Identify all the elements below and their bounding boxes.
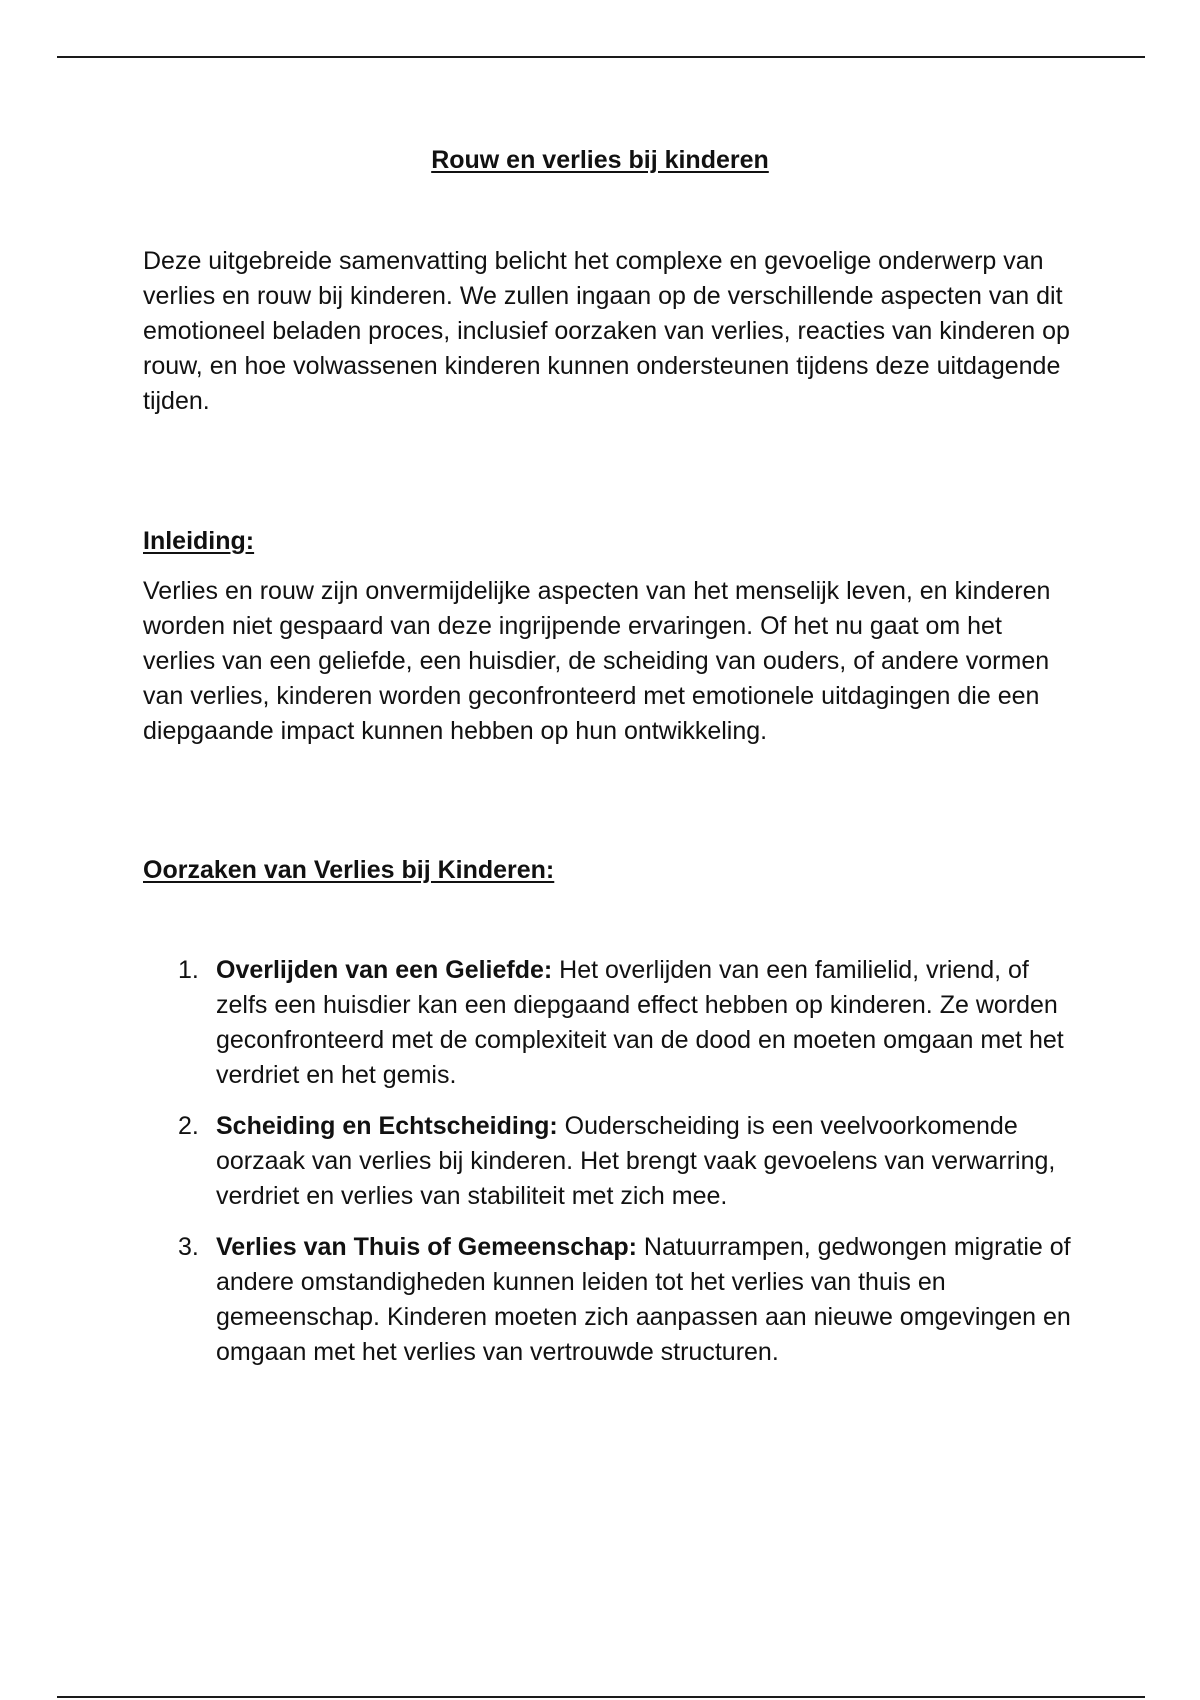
section-heading-inleiding: Inleiding: [143,527,255,555]
list-item [143,1230,1073,1370]
document-title-text: Rouw en verlies bij kinderen [431,146,769,174]
list-item-number: 2. [178,1112,199,1140]
top-divider [57,56,1145,58]
document-title [0,143,1200,178]
list-item-text: Het overlijden van een familielid, vriend, of zelfs een huisdier kan een diepgaand effect hebben op kinderen. Ze worden geconfronteerd met de complexiteit van de dood en moeten omgaan met het verdriet en het gemis. [216,956,1064,1089]
list-item-text: Natuurrampen, gedwongen migratie of andere omstandigheden kunnen leiden tot het verlies van thuis en gemeenschap. Kinderen moeten zich aanpassen aan nieuwe omgevingen en omgaan met het verlies van vertrouwde structuren. [216,1233,1071,1366]
list-item-term: Verlies van Thuis of Gemeenschap: [216,1233,637,1261]
list-item-text: Ouderscheiding is een veelvoorkomende oorzaak van verlies bij kinderen. Het brengt vaak gevoelens van verwarring, verdriet en verlies van stabiliteit met zich mee. [216,1112,1056,1210]
list-item-number: 1. [178,956,199,984]
list-item [143,953,1073,1093]
list-item [143,1109,1073,1214]
list-item-term: Scheiding en Echtscheiding: [216,1112,558,1140]
bottom-divider [57,1696,1145,1698]
intro-paragraph: Deze uitgebreide samenvatting belicht het complexe en gevoelige onderwerp van verlies en rouw bij kinderen. We zullen ingaan op de verschillende aspecten van dit emotioneel beladen proces, inclusief oorzaken van verlies, reacties van kinderen op rouw, en hoe volwassenen kinderen kunnen ondersteunen tijdens deze uitdagende tijden. [143,247,1070,415]
causes-list [143,953,1073,1386]
section-heading-oorzaken: Oorzaken van Verlies bij Kinderen: [143,856,555,884]
list-item-number: 3. [178,1233,199,1261]
list-item-term: Overlijden van een Geliefde: [216,956,553,984]
inleiding-paragraph: Verlies en rouw zijn onvermijdelijke aspecten van het menselijk leven, en kinderen worden niet gespaard van deze ingrijpende ervaringen. Of het nu gaat om het verlies van een geliefde, een huisdier, de scheiding van ouders, of andere vormen van verlies, kinderen worden geconfronteerd met emotionele uitdagingen die een diepgaande impact kunnen hebben op hun ontwikkeling. [143,577,1051,745]
